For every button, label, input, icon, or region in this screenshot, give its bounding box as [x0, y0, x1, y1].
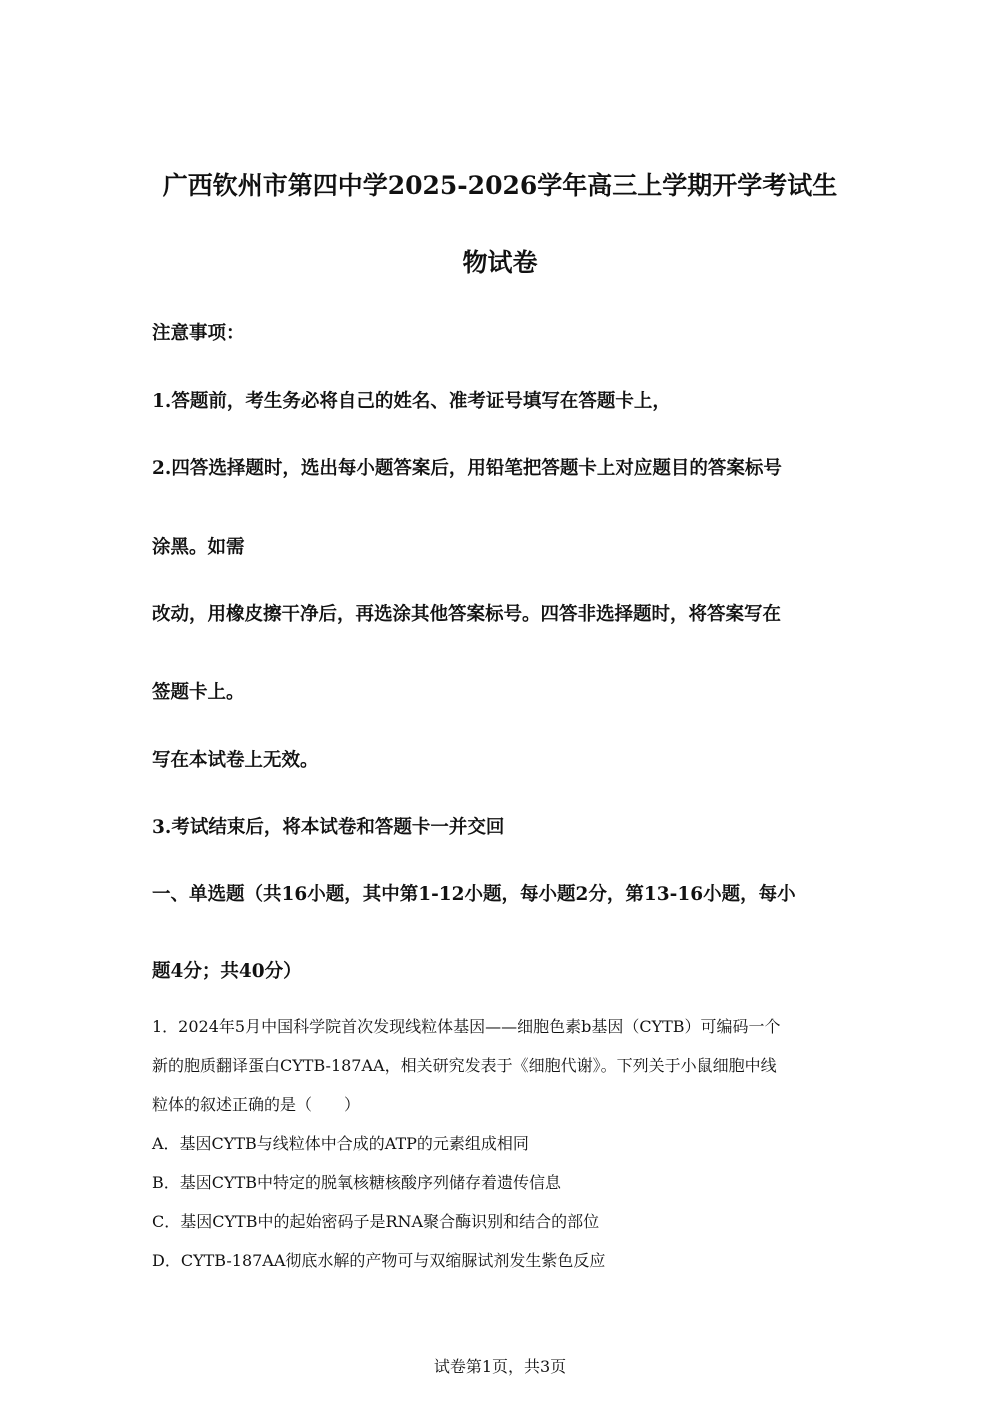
question-1-stem-line-1: 1．2024年5月中国科学院首次发现线粒体基因——细胞色素b基因（CYTB）可编码一个: [152, 1017, 781, 1036]
section-heading-line-2: 题4分；共40分）: [152, 961, 302, 982]
question-1-option-a: A．基因CYTB与线粒体中合成的ATP的元素组成相同: [152, 1134, 529, 1153]
question-1-option-b: B．基因CYTB中特定的脱氧核糖核酸序列储存着遗传信息: [152, 1173, 561, 1192]
question-1-stem-line-3: 粒体的叙述正确的是（ ）: [152, 1095, 361, 1114]
notice-line-6: 写在本试卷上无效。: [152, 750, 319, 771]
notice-line-2: 2.四答选择题时，选出每小题答案后，用铅笔把答题卡上对应题目的答案标号: [152, 458, 782, 479]
question-1-option-d: D．CYTB-187AA彻底水解的产物可与双缩脲试剂发生紫色反应: [152, 1251, 606, 1270]
question-1-stem-line-2: 新的胞质翻译蛋白CYTB-187AA，相关研究发表于《细胞代谢》。下列关于小鼠细胞中线: [152, 1056, 777, 1075]
notice-line-1: 1.答题前，考生务必将自己的姓名、准考证号填写在答题卡上，: [152, 391, 671, 412]
notice-line-3: 涂黑。如需: [152, 537, 245, 558]
notice-line-4: 改动，用橡皮擦干净后，再选涂其他答案标号。四答非选择题时，将答案写在: [152, 604, 782, 625]
exam-title-line-1: 广西钦州市第四中学2025-2026学年高三上学期开学考试生: [162, 171, 838, 200]
notice-line-7: 3.考试结束后，将本试卷和答题卡一并交回: [152, 817, 505, 838]
notice-heading: 注意事项：: [152, 323, 245, 344]
question-1-option-c: C．基因CYTB中的起始密码子是RNA聚合酶识别和结合的部位: [152, 1212, 600, 1231]
exam-title-line-2: 物试卷: [462, 248, 538, 277]
section-heading-line-1: 一、单选题（共16小题，其中第1-12小题，每小题2分，第13-16小题，每小: [152, 884, 796, 905]
page-footer: 试卷第1页，共3页: [433, 1357, 567, 1376]
notice-line-5: 签题卡上。: [152, 682, 245, 703]
